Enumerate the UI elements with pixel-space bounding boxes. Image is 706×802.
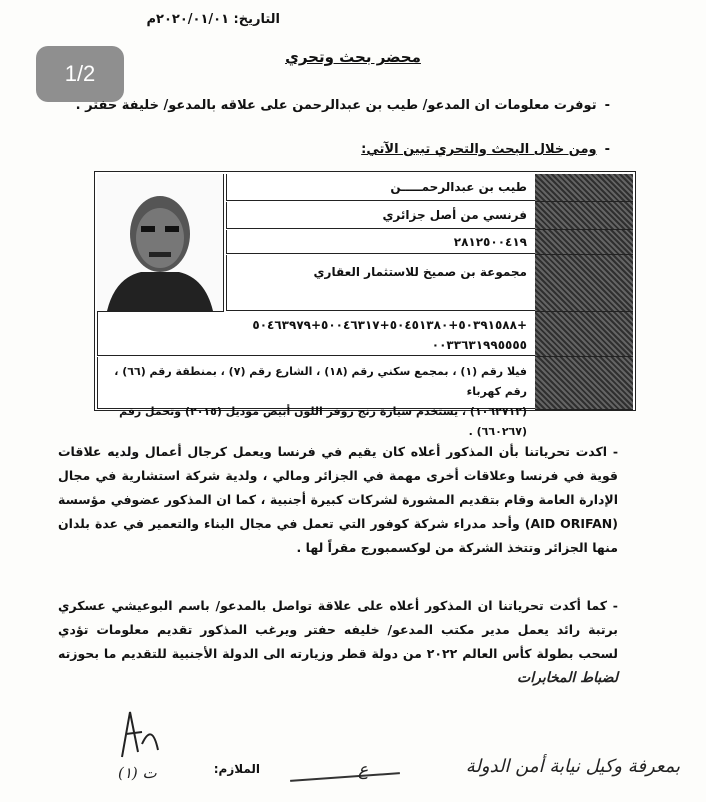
finding-paragraph-1 (58, 440, 618, 560)
finding-text-2: كما أكدت تحرياتنا ان المذكور أعلاه على علاقة تواصل بالمدعو/ باسم البوعيشي عسكري برتبة رائد يعمل مدير مكتب المدعو/ خليفه حفتر ويرغب المذكور تقديم معلومات تؤدي لسحب بطولة كأس العالم ٢٠٢٢ من دولة قطر وزيارته الى الدولة الأجنبية للتقديم ما بحوزته (58, 598, 618, 661)
profile-address (97, 357, 535, 438)
label-phone-redacted (535, 312, 633, 357)
profile-name: طيب بن عبدالرحمـــــن (226, 174, 535, 201)
address-line-2: (١٠٦٢٧١٢) ، يستخدم سيارة رنج روفر اللون أبيض موديل (٢٠١٥) وتحمل رقم (٦٦٠٢٦٧) . (119, 405, 527, 438)
phones-line-2: ٠٠٣٣٦٣١٩٩٥٥٥٥ (431, 338, 527, 352)
intro-text-1: توفرت معلومات ان المدعو/ طيب بن عبدالرحمن على علاقه بالمدعو/ خليفة حفتر . (75, 98, 597, 113)
profile-phones (97, 312, 535, 356)
bullet-dash: - (604, 98, 610, 113)
profile-nationality: فرنسي من أصل جزائري (226, 202, 535, 229)
document-title: محضر بحث وتحري (285, 48, 421, 66)
page-indicator: 1/2 (36, 46, 124, 102)
profile-table (94, 171, 636, 438)
handwritten-inline-note: لضباط المخابرات (517, 670, 618, 686)
bullet-dash: - (604, 142, 610, 157)
attachments-value: ت (١) (118, 764, 157, 782)
bullet-dash: - (607, 598, 618, 613)
intro-text-2: ومن خلال البحث والتحري تبين الآتي: (361, 142, 597, 157)
attachments-label: الملازم: (213, 762, 260, 776)
attachments-field (140, 762, 260, 776)
handwritten-bottom-note: بمعرفة وكيل نيابة أمن الدولة (465, 756, 680, 777)
label-employer-redacted (535, 255, 633, 312)
finding-text-1: اكدت تحرياتنا بأن المذكور أعلاه كان يقيم في فرنسا ويعمل كرجال أعمال ولديه علاقات قوية في فرنسا وعلاقات أخرى مهمة في الجزائر ومالي ، ولدية شركة استشارية في مجال الإدارة العامة وقام بتقديم المشورة لشركات كبيرة أجنبية ، كما ان المذكور عضوفي مؤسسة (AID ORIFAN) وأحد مدراء شركة كوفور التي تعمل في مجال البناء والتعمير في عدة بلدان منها الجزائر وتتخذ الشركة من لوكسمبورج مقراً لها . (58, 444, 618, 555)
label-nationality-redacted (535, 202, 633, 230)
intro-line-1 (50, 98, 610, 113)
profile-photo (97, 174, 224, 312)
document-date: التاريخ: ٢٠٢٠/٠١/٠١م (146, 12, 280, 27)
person-photo-icon (97, 174, 223, 311)
label-id-redacted (535, 230, 633, 255)
address-line-1: فيلا رقم (١) ، بمجمع سكني رقم (١٨) ، الشارع رقم (٧) ، بمنطقة رقم (٦٦) ، رقم كهرباء (114, 365, 527, 398)
label-address-redacted (535, 357, 633, 410)
profile-id-number: ٢٨١٢٥٠٠٤١٩ (226, 230, 535, 254)
handwritten-signature-icon (112, 702, 162, 762)
handwritten-initial: ع (358, 760, 369, 780)
finding-paragraph-2 (58, 594, 618, 690)
label-name-redacted (535, 174, 633, 202)
profile-employer: مجموعة بن صميخ للاستثمار العقاري (226, 255, 535, 311)
intro-line-2 (50, 142, 610, 157)
bullet-dash: - (607, 444, 619, 459)
phones-line-1: +٥٠٣٩١٥٨٨+٥٠٤٥١٣٨٠+٥٠٠٤٦٣١٧+٥٠٤٦٣٩٧٩ (252, 318, 527, 332)
signature-stroke (290, 772, 400, 782)
